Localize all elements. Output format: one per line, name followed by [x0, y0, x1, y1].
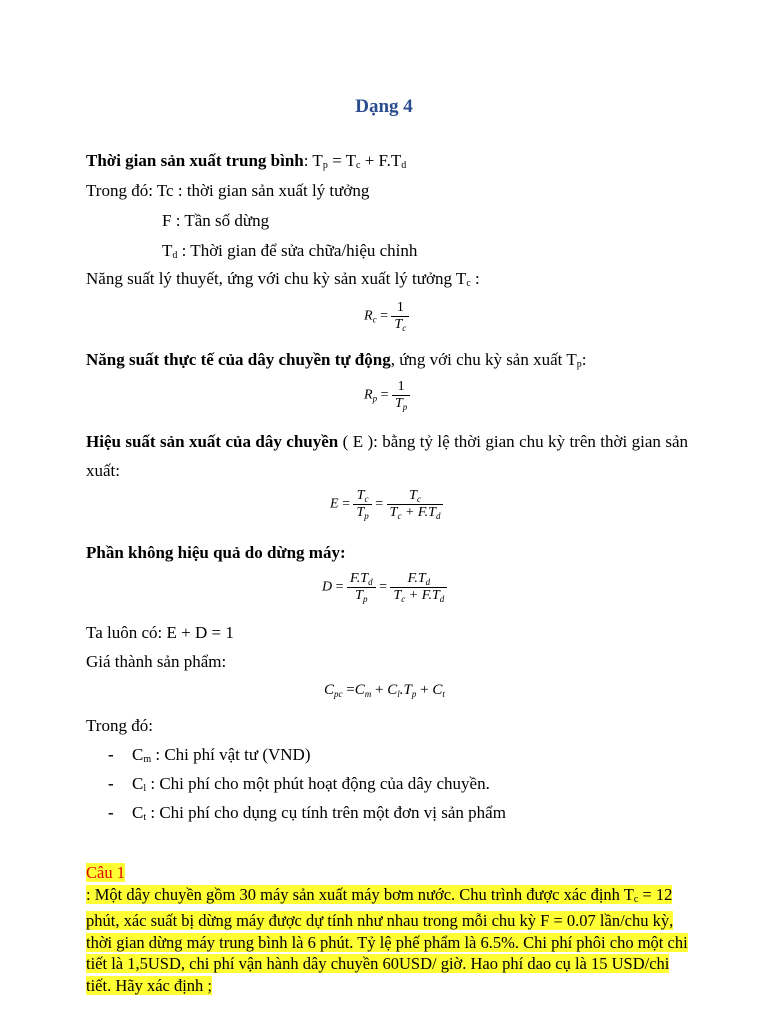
- where-line: Trong đó: Tc : thời gian sản xuất lý tưởng: [86, 181, 370, 200]
- f-rp-eq: =: [380, 387, 389, 403]
- f-d-frac1: [347, 571, 376, 604]
- f-d-eq1: =: [335, 579, 344, 595]
- f-d-num2: [390, 571, 447, 587]
- f-rc-lhs: R: [364, 308, 373, 324]
- actual-line: [86, 349, 586, 376]
- bullet-sym: C: [132, 774, 144, 793]
- bullet-sub: t: [143, 812, 147, 823]
- bullet-item: [108, 802, 506, 829]
- formula-d: [322, 571, 447, 604]
- bullet-text: : Chi phí vật tư (VND): [151, 745, 311, 764]
- f-e-num1-t: T: [356, 488, 365, 503]
- f-rc-den-sub: c: [402, 323, 407, 333]
- td-prefix: T: [162, 241, 173, 260]
- f-rc-frac: [391, 300, 409, 333]
- f-d-den2-b: + F.T: [405, 588, 440, 603]
- cost-label: Giá thành sản phẩm:: [86, 652, 227, 671]
- f-e-eq1: =: [342, 496, 350, 512]
- f-c-l-sub: l: [397, 689, 400, 699]
- avg-time-text-3: + F.T: [360, 151, 402, 170]
- f-c-l: C: [387, 682, 398, 698]
- f-d-num1-t: F.T: [350, 571, 369, 586]
- bullet-text: : Chi phí cho dụng cụ tính trên một đơn vị sản phẩm: [146, 803, 506, 822]
- f-e-frac2: [387, 488, 444, 521]
- formula-e: [330, 488, 443, 521]
- downtime-line: [86, 542, 346, 564]
- f-rp-den: [392, 395, 410, 412]
- f-line: F : Tần số dừng: [162, 211, 270, 230]
- bullet-item: [108, 744, 311, 771]
- f-e-num1-sub: c: [364, 494, 369, 504]
- actual-sub: p: [576, 359, 582, 370]
- td-sub: d: [172, 250, 178, 261]
- downtime-bold: Phần không hiệu quả do dừng máy:: [86, 543, 346, 562]
- f-rp-num: 1: [397, 379, 405, 394]
- f-d-num2-t: F.T: [407, 571, 426, 586]
- question-body-2: = 12 phút, xác suất bị dừng máy được dự tính như nhau trong mỗi chu kỳ F = 0.07 lần/chu kỳ, thời gian dừng máy trung bình là 6 phút. Tỷ lệ phế phẩm là 6.5%. Chi phí phôi cho một chi tiết là 1,5USD, chi phí vận hành dây chuyền 60USD/ giờ. Hao phí dao cụ là 15 USD/chi tiết. Hãy xác định ;: [86, 884, 688, 995]
- where2-line: Trong đó:: [86, 716, 153, 735]
- bullet-item: [108, 773, 490, 800]
- f-rp-frac: [392, 379, 410, 412]
- page-title: Dạng 4: [355, 96, 413, 117]
- question-sub: c: [633, 893, 639, 905]
- avg-time-text-2: = T: [327, 151, 356, 170]
- f-e-num2-t: T: [409, 488, 417, 503]
- f-e-den2: [387, 504, 444, 521]
- f-e-num2: [387, 488, 444, 504]
- f-rp-lhs-sub: p: [372, 393, 378, 404]
- f-rc-eq: =: [380, 308, 388, 324]
- f-d-den2: [390, 587, 447, 604]
- td-rest: : Thời gian để sửa chữa/hiệu chỉnh: [177, 241, 418, 260]
- bullet-dash: -: [108, 774, 114, 793]
- bullet-dash: -: [108, 803, 114, 822]
- formula-cost: [324, 682, 445, 699]
- theory-line: [86, 268, 480, 295]
- question-block: [86, 862, 692, 996]
- f-d-den2-a: T: [393, 588, 402, 603]
- f-e-frac1: [353, 488, 371, 521]
- question-label: Câu 1: [86, 863, 125, 882]
- f-rp-den-t: T: [394, 396, 403, 411]
- f-d-den1: [347, 587, 376, 604]
- f-rp-lhs: R: [364, 387, 373, 403]
- eff-rest: ( E ): bằng tỷ lệ thời gian chu kỳ trên thời gian sản xuất:: [86, 432, 688, 480]
- f-c-plus1: +: [371, 682, 388, 698]
- f-rc-lhs-sub: c: [372, 314, 377, 325]
- f-e-lhs: E: [330, 496, 339, 512]
- actual-rest: , ứng với chu kỳ sản xuất T: [390, 350, 577, 369]
- actual-bold: Năng suất thực tế của dây chuyền tự động: [86, 350, 391, 369]
- f-e-den2-b-sub: d: [435, 511, 441, 521]
- f-d-den2-a-sub: c: [401, 594, 406, 604]
- f-e-den1: [353, 504, 371, 521]
- actual-end: :: [581, 350, 587, 369]
- bullet-dash: -: [108, 745, 114, 764]
- f-c-p-sub: p: [411, 689, 417, 699]
- avg-time-label: Thời gian sản xuất trung bình: [86, 151, 304, 170]
- f-c-m: C: [354, 682, 365, 698]
- formula-rp: [364, 379, 410, 412]
- f-e-num1: [353, 488, 371, 504]
- sub-d: d: [401, 160, 407, 171]
- f-d-den1-sub: p: [362, 594, 368, 604]
- f-c-t: C: [432, 682, 443, 698]
- efficiency-paragraph: [86, 427, 688, 485]
- question-body: [86, 885, 688, 995]
- f-d-num1-sub: d: [368, 577, 373, 587]
- f-c-lhs: C: [324, 682, 335, 698]
- bullet-sub: m: [143, 754, 152, 765]
- always-line: Ta luôn có: E + D = 1: [86, 623, 234, 642]
- f-d-eq2: =: [379, 579, 387, 595]
- f-e-den2-b: + F.T: [401, 505, 436, 520]
- sub-c: c: [355, 160, 361, 171]
- avg-time-text: : T: [303, 151, 323, 170]
- f-d-den2-b-sub: d: [439, 594, 445, 604]
- theory-end: :: [470, 269, 480, 288]
- bullet-sym: C: [132, 745, 144, 764]
- f-c-m-sub: m: [364, 689, 372, 699]
- td-line: [162, 240, 417, 267]
- bullet-text: : Chi phí cho một phút hoạt động của dây chuyền.: [146, 774, 490, 793]
- f-rc-den: [391, 316, 409, 333]
- bullet-sym: C: [132, 803, 144, 822]
- f-rp-den-sub: p: [402, 402, 408, 412]
- f-c-lhs-sub: pc: [334, 689, 343, 699]
- f-e-den2-a: T: [389, 505, 398, 520]
- f-d-den1-t: T: [355, 588, 363, 603]
- f-rc-num: 1: [396, 300, 404, 315]
- f-c-t-sub: t: [442, 689, 445, 699]
- bullet-sub: l: [143, 783, 147, 794]
- f-rc-den-t: T: [394, 317, 403, 332]
- f-e-den2-a-sub: c: [397, 511, 402, 521]
- formula-rc: [364, 300, 409, 333]
- question-body-1: : Một dây chuyền gồm 30 máy sản xuất máy bơm nước. Chu trình được xác định T: [86, 884, 634, 904]
- f-e-den1-t: T: [356, 505, 365, 520]
- eff-bold: Hiệu suất sản xuất của dây chuyền: [86, 432, 339, 451]
- f-d-lhs: D: [322, 579, 333, 595]
- f-c-plus2: +: [416, 682, 433, 698]
- theory-sub: c: [466, 278, 471, 289]
- theory-text: Năng suất lý thuyết, ứng với chu kỳ sản xuất lý tưởng T: [86, 269, 467, 288]
- f-e-den1-sub: p: [364, 511, 369, 521]
- f-c-eq: =: [342, 682, 355, 698]
- f-d-frac2: [390, 571, 447, 604]
- avg-time-line: [86, 150, 406, 177]
- f-d-num1: [347, 571, 376, 587]
- f-c-dot: .T: [399, 682, 412, 698]
- f-e-eq2: =: [375, 496, 384, 512]
- f-e-num2-sub: c: [416, 494, 421, 504]
- f-d-num2-sub: d: [425, 577, 431, 587]
- sub-p: p: [322, 160, 328, 171]
